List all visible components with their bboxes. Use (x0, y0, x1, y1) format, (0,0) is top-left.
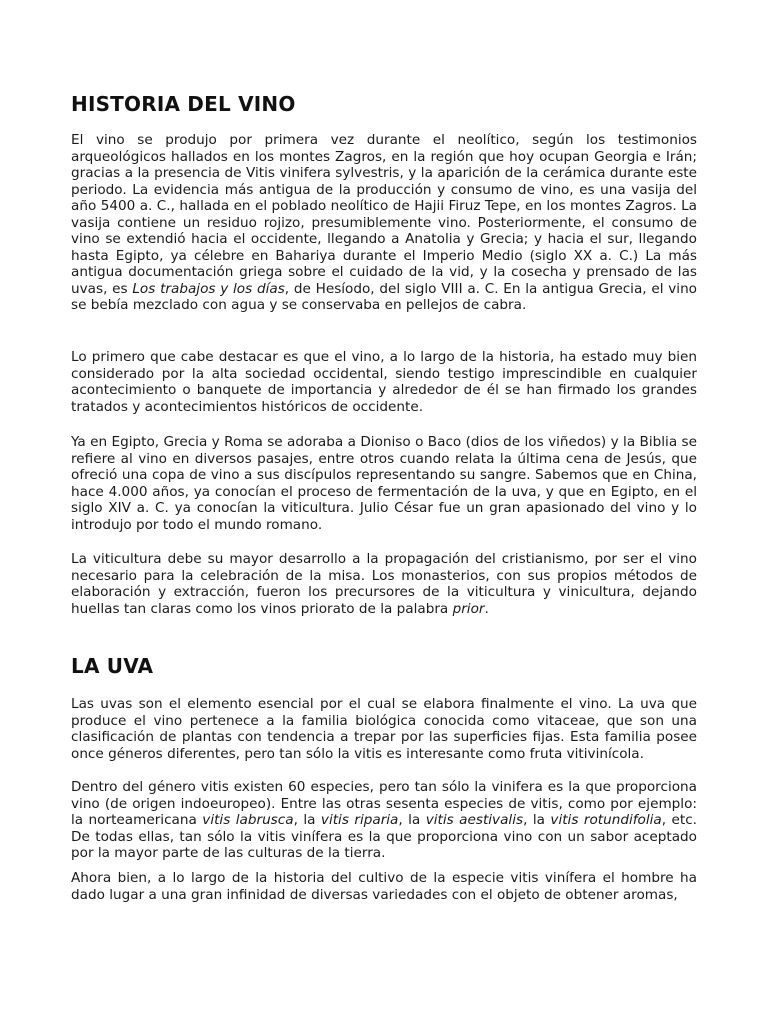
text-run: La viticultura debe su mayor desarrollo a la propagación del cristianismo, por ser el vino necesario para la celebración de la misa. Los monasterios, con sus propios métodos de elaboración y extracción, fueron los precursores de la viticultura y vinicultura, dejando huellas tan claras como los vinos priorato de la palabra (71, 551, 697, 617)
text-run: . (484, 600, 489, 617)
text-run: , la (293, 812, 321, 828)
paragraph-historia-2 (71, 349, 697, 415)
text-run: Ahora bien, a lo largo de la historia del cultivo de la especie vitis vinífera el hombre ha dado lugar a una gran infinidad de diversas variedades con el objeto de obtener aromas, (71, 870, 697, 903)
text-run: Las uvas son el elemento esencial por el cual se elabora finalmente el vino. La uva que produce el vino pertenece a la familia biológica conocida como vitaceae, que son una clasificación de plantas con tendencia a trepar por las superficies fijas. Esta familia posee once géneros diferentes, pero tan sólo la vitis es interesante como fruta vitivinícola. (71, 696, 697, 762)
paragraph-text (71, 696, 697, 762)
paragraph-text (71, 434, 697, 533)
paragraph-text (71, 779, 697, 862)
section-title-la-uva: LA UVA (71, 654, 154, 678)
italic-text-run: prior (452, 600, 485, 617)
paragraph-uva-2 (71, 779, 697, 862)
paragraph-uva-3 (71, 870, 697, 903)
paragraph-historia-3 (71, 434, 697, 533)
italic-text-run: vitis riparia (320, 812, 399, 828)
italic-text-run: vitis labrusca (202, 812, 294, 828)
text-run: Dentro del género vitis existen 60 especies, pero tan sólo la vinifera es la que proporciona vino (de origen indoeuropeo). Entre las otras sesenta especies de vitis, como por ejemplo: la norteamericana (71, 779, 697, 828)
paragraph-text (71, 870, 697, 903)
paragraph-text (71, 349, 697, 415)
paragraph-uva-1 (71, 696, 697, 762)
paragraph-historia-1 (71, 132, 697, 314)
text-run: Lo primero que cabe destacar es que el vino, a lo largo de la historia, ha estado muy bien considerado por la alta sociedad occidental, siendo testigo imprescindible en cualquier acontecimiento o banquete de importancia y alrededor de él se han firmado los grandes tratados y acontecimientos históricos de occidente. (71, 349, 697, 415)
italic-text-run: vitis rotundifolia (550, 812, 662, 828)
paragraph-text (71, 132, 697, 314)
section-title-historia: HISTORIA DEL VINO (71, 92, 296, 116)
italic-text-run: Los trabajos y los días (132, 280, 285, 297)
text-run: , la (398, 812, 426, 828)
paragraph-historia-4 (71, 551, 697, 617)
text-run: , la (523, 812, 551, 828)
italic-text-run: vitis aestivalis (425, 812, 524, 828)
text-run: El vino se produjo por primera vez durante el neolítico, según los testimonios arqueológicos hallados en los montes Zagros, en la región que hoy ocupan Georgia e Irán; gracias a la presencia de Vitis vinifera sylvestris, y la aparición de la cerámica durante este periodo. La evidencia más antigua de la producción y consumo de vino, es una vasija del año 5400 a. C., hallada en el poblado neolítico de Hajii Firuz Tepe, en los montes Zagros. La vasija contiene un residuo rojizo, presumiblemente vino. Posteriormente, el consumo de vino se extendió hacia el occidente, llegando a Anatolia y Grecia; y hacia el sur, llegando hasta Egipto, ya célebre en Bahariya durante el Imperio Medio (siglo XX a. C.) La más antigua documentación griega sobre el cuidado de la vid, y la cosecha y prensado de las uvas, es (71, 132, 697, 297)
text-run: , de Hesíodo, del siglo VIII a. C. En la antigua Grecia, el vino se bebía mezclado con agua y se conservaba en pellejos de cabra. (71, 280, 698, 313)
text-run: , etc. De todas ellas, tan sólo la vitis vinífera es la que proporciona vino con un sabor aceptado por la mayor parte de las culturas de la tierra. (71, 812, 697, 861)
paragraph-text (71, 551, 697, 617)
text-run: Ya en Egipto, Grecia y Roma se adoraba a Dioniso o Baco (dios de los viñedos) y la Biblia se refiere al vino en diversos pasajes, entre otros cuando relata la última cena de Jesús, que ofreció una copa de vino a sus discípulos representando su sangre. Sabemos que en China, hace 4.000 años, ya conocían el proceso de fermentación de la uva, y que en Egipto, en el siglo XIV a. C. ya conocían la viticultura. Julio César fue un gran apasionado del vino y lo introdujo por todo el mundo romano. (71, 434, 697, 533)
